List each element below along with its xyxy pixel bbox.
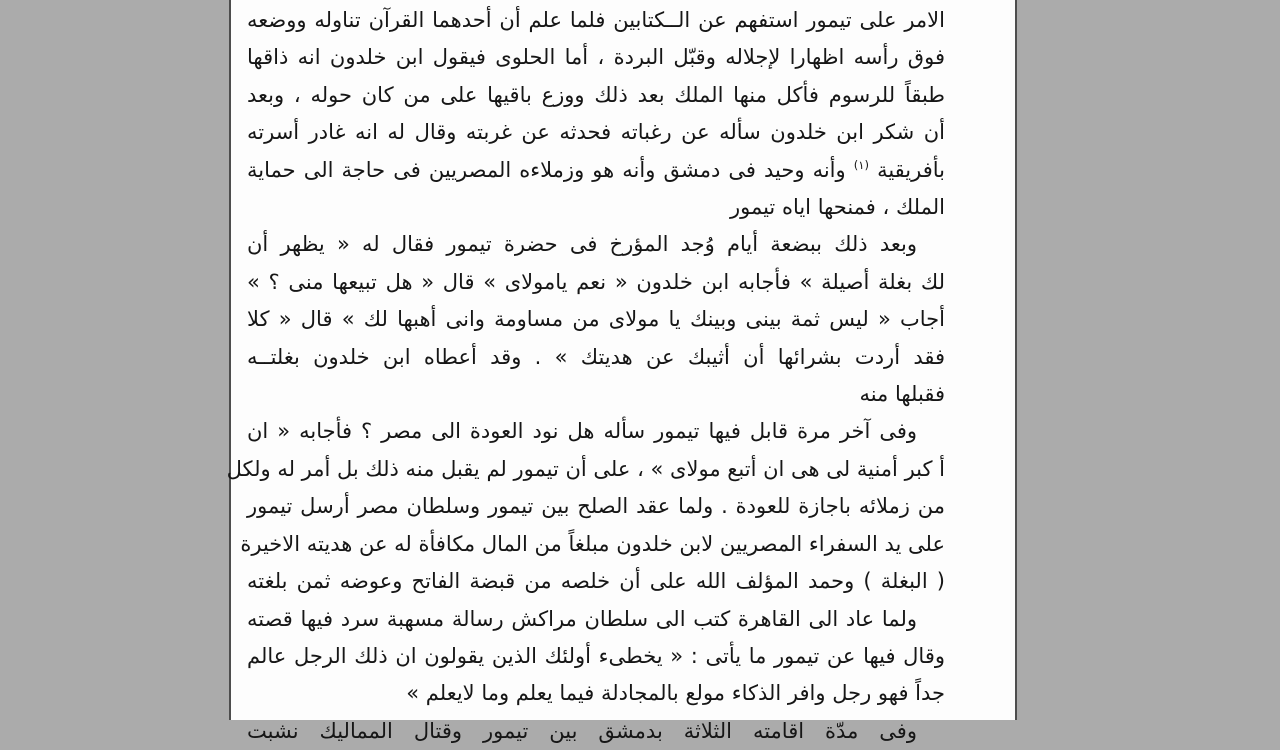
text-line: وفى آخر مرة قابل فيها تيمور سأله هل نود العودة الى مصر ؟ فأجابه « ان	[247, 419, 917, 444]
text-line: ( البغلة ) وحمد المؤلف الله على أن خلصه من قبضة الفاتح وعوضه ثمن بلغته	[247, 569, 945, 594]
text-line: وبعد ذلك ببضعة أيام وُجد المؤرخ فى حضرة تيمور فقال له « يظهر أن	[247, 232, 917, 257]
text-line: ولما عاد الى القاهرة كتب الى سلطان مراكش رسالة مسهبة سرد فيها قصته	[247, 606, 917, 631]
footnote-marker: (١)	[853, 157, 869, 172]
text-line: أن شكر ابن خلدون سأله عن رغباته فحدثه عن غربته وقال له انه غادر أسرته	[247, 120, 945, 145]
text-line: من زملائه باجازة للعودة . ولما عقد الصلح بين تيمور وسلطان مصر أرسل تيمور	[247, 494, 945, 519]
text-line: لك بغلة أصيلة » فأجابه ابن خلدون « نعم يامولاى » قال « هل تبيعها منى ؟ »	[247, 269, 945, 294]
text-line: أ كبر أمنية لى هى ان أتبع مولاى » ، على أن تيمور لم يقبل منه ذلك بل أمر له ولكل	[226, 456, 945, 481]
text-line: جداً فهو رجل وافر الذكاء مولع بالمجادلة فيما يعلم وما لايعلم »	[406, 681, 945, 706]
text-line-clipped: وفى مدّة اقامته الثلاثة بدمشق بين تيمور وقتال المماليك نشبت	[247, 718, 917, 743]
text-line: الامر على تيمور استفهم عن الــكتابين فلما علم أن أحدهما القرآن تناوله ووضعه	[247, 8, 945, 32]
text-line: طبقاً للرسوم فأكل منها الملك بعد ذلك ووزع باقيها على من كان حوله ، وبعد	[247, 82, 945, 107]
text-line: وقال فيها عن تيمور ما يأتى : « يخطىء أولئك الذين يقولون ان ذلك الرجل عالم	[247, 643, 945, 668]
text-line: الملك ، فمنحها اياه تيمور	[729, 195, 945, 220]
text-line: أجاب « ليس ثمة بينى وبينك يا مولاى من مساومة وانى أهبها لك » قال « كلا	[247, 307, 945, 332]
text-line: فوق رأسه اظهارا لإجلاله وقبّل البردة ، أما الحلوى فيقول ابن خلدون انه ذاقها	[247, 45, 945, 70]
text-line: بأفريقية $^{(١)}$ وأنه وحيد فى دمشق وأنه هو وزملاءه المصريين فى حاجة الى حماية	[247, 157, 945, 182]
page-text	[226, 2, 945, 750]
text-line: فقد أردت بشرائها أن أثيبك عن هديتك » . وقد أعطاه ابن خلدون بغلتــه	[247, 344, 945, 369]
text-line: فقبلها منه	[859, 382, 945, 407]
text-line: على يد السفراء المصريين لابن خلدون مبلغاً من المال مكافأة له عن هديته الاخيرة	[240, 531, 945, 556]
scanned-page	[226, 0, 1017, 743]
